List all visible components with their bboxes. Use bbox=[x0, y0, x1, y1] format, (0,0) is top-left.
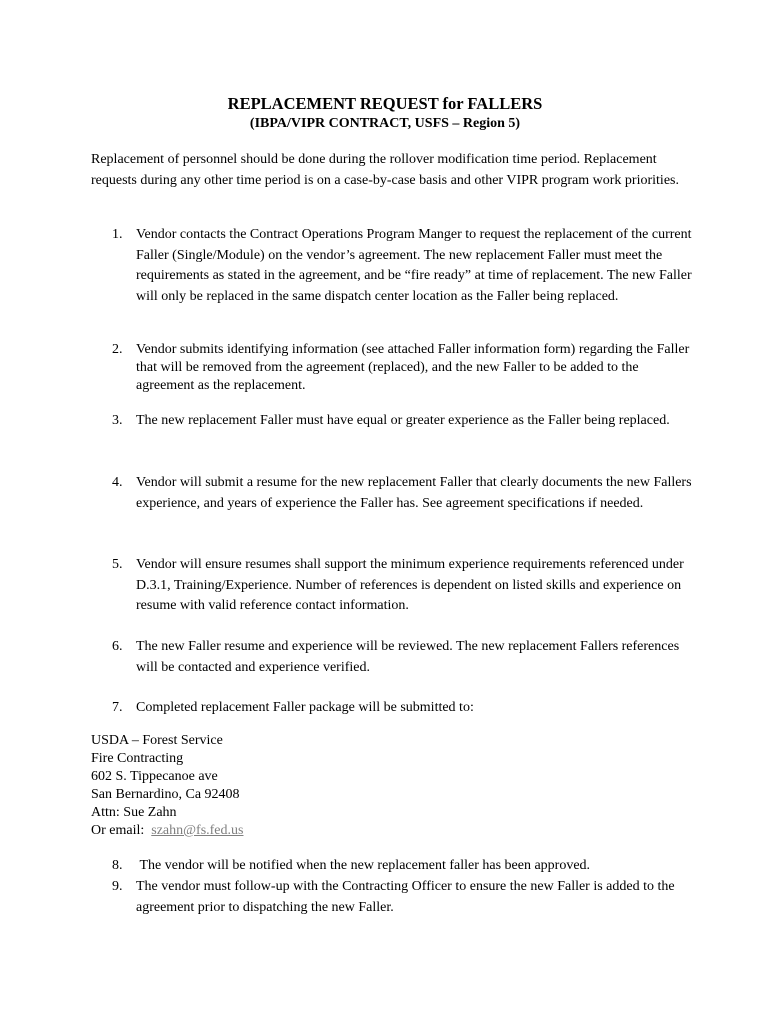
list-item-4 bbox=[112, 473, 692, 514]
list-text: Completed replacement Faller package will be submitted to: bbox=[136, 700, 474, 715]
list-number: 4. bbox=[112, 475, 123, 490]
address-attn: Attn: Sue Zahn bbox=[91, 805, 177, 820]
address-line: 602 S. Tippecanoe ave bbox=[91, 769, 218, 784]
email-link[interactable]: szahn@fs.fed.us bbox=[151, 823, 244, 838]
list-item-9 bbox=[112, 877, 692, 918]
mailing-address bbox=[91, 732, 243, 840]
address-line: Fire Contracting bbox=[91, 751, 184, 766]
list-item-3 bbox=[112, 411, 692, 432]
list-text: The new replacement Faller must have equal or greater experience as the Faller being replaced. bbox=[136, 413, 670, 428]
intro-paragraph: Replacement of personnel should be done during the rollover modification time period. Replacement requests during any other time period is on a case-by-case basis and other VIPR program work priorities. bbox=[91, 152, 679, 188]
email-prefix: Or email: bbox=[91, 823, 152, 838]
list-number: 9. bbox=[112, 879, 123, 894]
list-item-8 bbox=[112, 856, 692, 877]
list-number: 3. bbox=[112, 413, 123, 428]
list-item-2 bbox=[112, 341, 692, 396]
list-item-6 bbox=[112, 637, 692, 678]
list-text: Vendor will submit a resume for the new replacement Faller that clearly documents the new Fallers experience, and years of experience the Faller has. See agreement specifications if needed. bbox=[136, 475, 692, 511]
list-number: 6. bbox=[112, 639, 123, 654]
list-item-1 bbox=[112, 225, 692, 307]
document-title: REPLACEMENT REQUEST for FALLERS bbox=[227, 94, 543, 113]
list-text: Vendor contacts the Contract Operations Program Manger to request the replacement of the current Faller (Single/Module) on the vendor’s agreement. The new replacement Faller must meet the requirements as stated in the agreement, and be “fire ready” at time of replacement. The new Faller will only be replaced in the same dispatch center location as the Faller being replaced. bbox=[136, 227, 692, 304]
list-number: 2. bbox=[112, 342, 123, 357]
list-text: Vendor will ensure resumes shall support the minimum experience requirements referenced under D.3.1, Training/Experience. Number of references is dependent on listed skills and experience on resume with valid reference contact information. bbox=[136, 557, 684, 613]
list-number: 7. bbox=[112, 700, 123, 715]
list-item-7 bbox=[112, 698, 692, 719]
address-line: USDA – Forest Service bbox=[91, 733, 223, 748]
list-text: Vendor submits identifying information (see attached Faller information form) regarding the Faller that will be removed from the agreement (replaced), and the new Faller to be added to the agreement as the replacement. bbox=[136, 342, 690, 394]
list-item-5 bbox=[112, 555, 692, 617]
list-text: The vendor will be notified when the new replacement faller has been approved. bbox=[136, 858, 591, 873]
list-number: 1. bbox=[112, 227, 123, 242]
list-number: 5. bbox=[112, 557, 123, 572]
address-email-line bbox=[91, 822, 243, 840]
address-line: San Bernardino, Ca 92408 bbox=[91, 787, 240, 802]
list-text: The vendor must follow-up with the Contracting Officer to ensure the new Faller is added to the agreement prior to dispatching the new Faller. bbox=[136, 879, 675, 915]
list-text: The new Faller resume and experience will be reviewed. The new replacement Fallers references will be contacted and experience verified. bbox=[136, 639, 680, 675]
list-number: 8. bbox=[112, 858, 123, 873]
document-subtitle: (IBPA/VIPR CONTRACT, USFS – Region 5) bbox=[249, 116, 521, 131]
